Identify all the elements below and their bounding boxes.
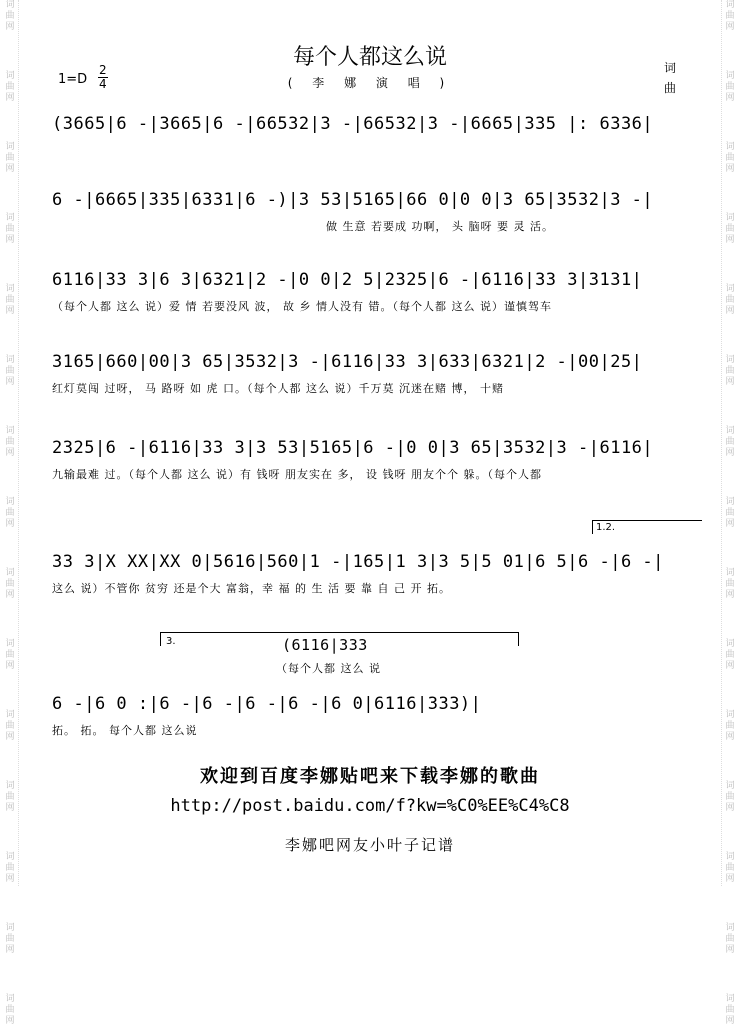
performer-subtitle: ( 李 娜 演 唱 ): [287, 76, 453, 90]
song-title: 每个人都这么说: [292, 45, 447, 70]
score-line-6: 33 3|X XX|XX 0|5616|560|1 -|165|1 3|3 5|5 01|6 5|6 -|6 -|: [52, 552, 664, 572]
volta-bracket-12-tick: [592, 520, 593, 534]
composer-label: 曲: [664, 81, 677, 95]
credits: [664, 58, 676, 98]
alt-phrase-lyrics: （每个人都 这么 说: [276, 662, 381, 675]
watermark-right: 词曲网 词曲网 词曲网 词曲网 词曲网 词曲网 词曲网 词曲网 词曲网 词曲网 词曲网 词曲网 词曲网 词曲网 词曲网: [721, 0, 738, 886]
footer-transcriber: 李娜吧网友小叶子记谱: [284, 836, 455, 854]
key-signature: 1=D: [58, 72, 88, 87]
score-line-7: 6 -|6 0 :|6 -|6 -|6 -|6 -|6 0|6116|333)|: [52, 694, 482, 714]
lyric-line-3: （每个人都 这么 说）爱 情 若要没风 波， 故 乡 情人没有 错。（每个人都 这么 说）谨慎驾车: [52, 300, 552, 313]
volta-bracket-3-tick-right: [518, 632, 519, 646]
volta-bracket-12: [592, 520, 702, 521]
score-line-3: 6116|33 3|6 3|6321|2 -|0 0|2 5|2325|6 -|6116|33 3|3131|: [52, 270, 643, 290]
score-line-5: 2325|6 -|6116|33 3|3 53|5165|6 -|0 0|3 65|3532|3 -|6116|: [52, 438, 654, 458]
lyric-line-5: 九输最难 过。（每个人都 这么 说）有 钱呀 朋友实在 多， 设 钱呀 朋友个个 躲。（每个人都: [52, 468, 542, 481]
volta-3-label: 3.: [166, 636, 176, 647]
watermark-left: 词曲网 词曲网 词曲网 词曲网 词曲网 词曲网 词曲网 词曲网 词曲网 词曲网 词曲网 词曲网 词曲网 词曲网 词曲网: [2, 0, 19, 886]
time-top: 2: [99, 63, 107, 77]
volta-bracket-3: [160, 632, 518, 633]
time-signature: [98, 64, 108, 91]
score-line-1: (3665|6 -|3665|6 -|66532|3 -|66532|3 -|6665|335 |: 6336|: [52, 114, 654, 134]
volta-12-label: 1.2.: [596, 522, 616, 533]
lyric-line-4: 红灯莫闯 过呀， 马 路呀 如 虎 口。（每个人都 这么 说）千万莫 沉迷在赌 博， 十赌: [52, 382, 504, 395]
lyric-line-2: 做 生意 若要成 功啊， 头 脑呀 要 灵 活。: [326, 220, 554, 233]
lyricist-label: 词: [664, 61, 677, 75]
score-line-4: 3165|660|00|3 65|3532|3 -|6116|33 3|633|6321|2 -|00|25|: [52, 352, 643, 372]
footer-welcome: 欢迎到百度李娜贴吧来下载李娜的歌曲: [200, 766, 540, 787]
lyric-line-6: 这么 说）不管你 贫穷 还是个大 富翁，幸 福 的 生 活 要 靠 自 己 开 拓。: [52, 582, 451, 595]
lyric-line-7: 拓。 拓。 每个人都 这么说: [52, 724, 198, 737]
alt-phrase-notes: (6116|333: [282, 636, 368, 654]
score-line-2: 6 -|6665|335|6331|6 -)|3 53|5165|66 0|0 0|3 65|3532|3 -|: [52, 190, 654, 210]
footer-url-link[interactable]: http://post.baidu.com/f?kw=%C0%EE%C4%C8: [170, 796, 570, 816]
time-bottom: 4: [99, 77, 107, 91]
volta-bracket-3-tick-left: [160, 632, 161, 646]
